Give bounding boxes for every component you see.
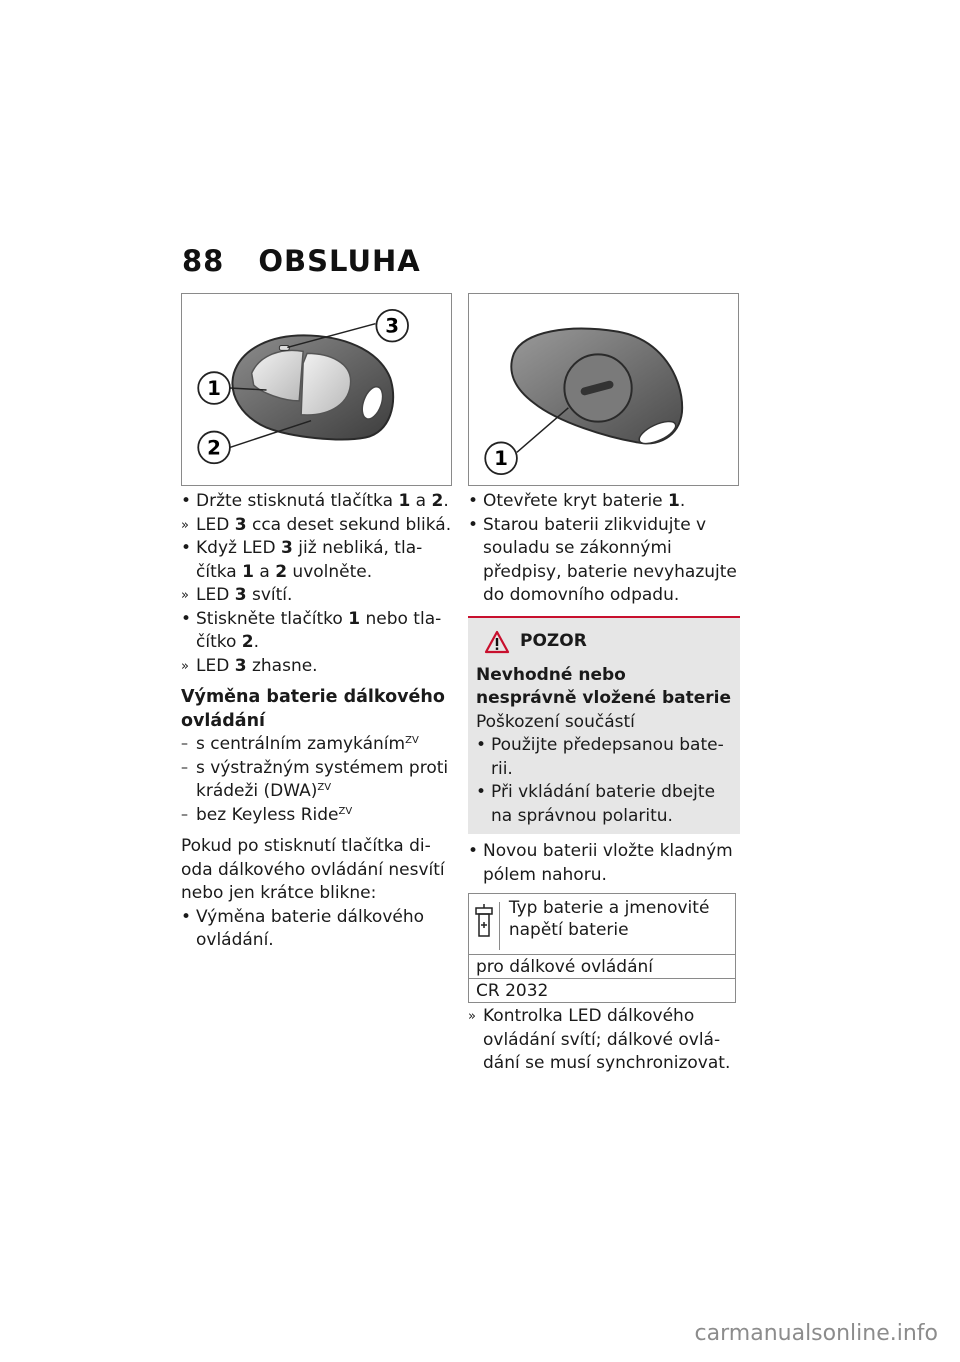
warning-triangle-icon [484, 630, 510, 654]
callout-3: 3 [385, 314, 400, 338]
dash-marker [181, 733, 195, 757]
step-release-buttons: • Když LED 3 již nebliká, tla- čítka 1 a 2 uvolněte. [181, 537, 453, 584]
warning-header [484, 630, 732, 654]
battery-icon-cell [469, 902, 500, 950]
result-led-flashes: » LED 3 cca deset sekund bliká. [181, 514, 453, 538]
key-fob-back-illustration [469, 294, 738, 485]
key-fob-front-figure [181, 293, 452, 486]
warning-item: • Použijte předepsanou bate-rii. [476, 734, 732, 781]
bullet-marker [181, 537, 195, 562]
page-number: 88 [182, 244, 225, 278]
warning-title: Nevhodné nebo nesprávně vložené baterie [476, 664, 732, 708]
callout-2: 2 [207, 436, 221, 460]
step-replace-battery: • Výměna baterie dálkového ovládání. [181, 906, 453, 953]
step-insert-battery: • Novou baterii vložte kladným pólem nahoru. [468, 840, 740, 887]
section-title: OBSLUHA [258, 244, 421, 278]
right-column [468, 490, 740, 1076]
bullet-marker [468, 840, 482, 865]
result-marker [468, 1005, 482, 1029]
battery-spec-table [468, 893, 736, 1003]
warning-label: POZOR [520, 630, 587, 651]
dash-marker [181, 804, 195, 828]
watermark: carmanualsonline.info [694, 1321, 938, 1346]
key-fob-back-figure [468, 293, 739, 486]
result-led-on: » LED 3 svítí. [181, 584, 453, 608]
bullet-marker [181, 608, 195, 633]
callout-1: 1 [207, 376, 221, 400]
step-dispose-battery: • Starou baterii zlikvidujte v souladu se zákonnými předpisy, baterie nevyhazujte do domovního odpadu. [468, 514, 740, 608]
condition-alarm-system: – s výstražným systémem proti krádeži (DWA)$^{ZV}$ [181, 757, 453, 804]
result-marker [181, 514, 195, 538]
bullet-marker [468, 514, 482, 539]
step-hold-buttons: • Držte stisknutá tlačítka 1 a 2. [181, 490, 453, 514]
dash-marker [181, 757, 195, 781]
warning-consequence: Poškození součástí [476, 711, 635, 732]
warning-box [468, 616, 740, 835]
condition-no-keyless: – bez Keyless Ride$^{ZV}$ [181, 804, 453, 828]
warning-item: • Při vkládání baterie dbejte na správnou polaritu. [476, 781, 732, 828]
step-open-cover: • Otevřete kryt baterie 1. [468, 490, 740, 514]
battery-table-row: CR 2032 [469, 978, 735, 1002]
battery-table-row: pro dálkové ovládání [469, 954, 735, 978]
bullet-marker [476, 781, 490, 806]
paragraph-led-condition: Pokud po stisknutí tlačítka di-oda dálkového ovládání nesvítí nebo jen krátce blikne: [181, 836, 445, 903]
bullet-marker [476, 734, 490, 759]
callout-1-back: 1 [494, 447, 508, 471]
bullet-marker [181, 906, 195, 931]
result-led-sync: » Kontrolka LED dálkového ovládání svítí; dálkové ovlá-dání se musí synchronizovat. [468, 1005, 740, 1076]
bullet-marker [468, 490, 482, 515]
step-press-button: • Stiskněte tlačítko 1 nebo tla- čítko 2. [181, 608, 453, 655]
page-header [182, 244, 421, 278]
battery-table-header [469, 894, 735, 954]
result-marker [181, 655, 195, 679]
result-led-off: » LED 3 zhasne. [181, 655, 453, 679]
battery-icon [473, 902, 495, 942]
subheading-battery-replacement: Výměna baterie dálkového ovládání [181, 687, 445, 731]
condition-central-locking: – s centrálním zamykáním$^{ZV}$ [181, 733, 453, 757]
bullet-marker [181, 490, 195, 515]
left-column [181, 490, 453, 953]
key-fob-front-illustration [182, 294, 451, 485]
result-marker [181, 584, 195, 608]
battery-table-header-text: Typ baterie a jmenovité napětí baterie [508, 898, 710, 940]
